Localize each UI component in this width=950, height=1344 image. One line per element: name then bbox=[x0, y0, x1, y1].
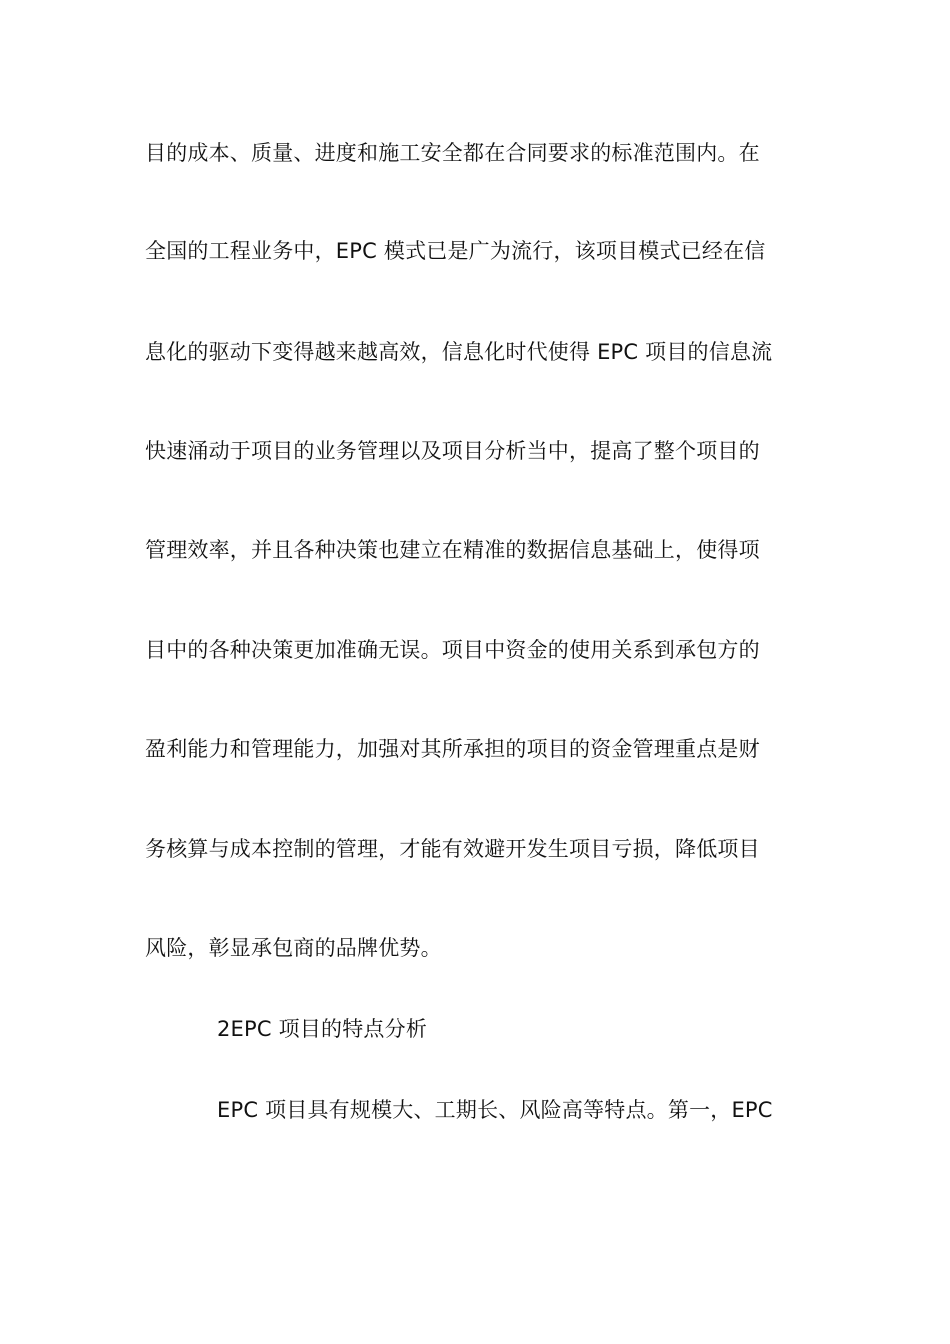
paragraph-line: 全国的工程业务中，EPC 模式已是广为流行，该项目模式已经在信 bbox=[145, 239, 766, 263]
paragraph-line: 目中的各种决策更加准确无误。项目中资金的使用关系到承包方的 bbox=[145, 638, 760, 662]
paragraph-line: 息化的驱动下变得越来越高效，信息化时代使得 EPC 项目的信息流 bbox=[145, 340, 773, 364]
paragraph-line: 快速涌动于项目的业务管理以及项目分析当中，提高了整个项目的 bbox=[145, 439, 760, 463]
paragraph-first-line: EPC 项目具有规模大、工期长、风险高等特点。第一，EPC bbox=[217, 1098, 773, 1122]
paragraph-line: 盈利能力和管理能力，加强对其所承担的项目的资金管理重点是财 bbox=[145, 737, 760, 761]
paragraph-line: 务核算与成本控制的管理，才能有效避开发生项目亏损，降低项目 bbox=[145, 837, 760, 861]
paragraph-line: 管理效率，并且各种决策也建立在精准的数据信息基础上，使得项 bbox=[145, 538, 760, 562]
section-heading: 2EPC 项目的特点分析 bbox=[217, 1017, 428, 1041]
paragraph-line: 目的成本、质量、进度和施工安全都在合同要求的标准范围内。在 bbox=[145, 141, 760, 165]
paragraph-line: 风险，彰显承包商的品牌优势。 bbox=[145, 936, 442, 960]
